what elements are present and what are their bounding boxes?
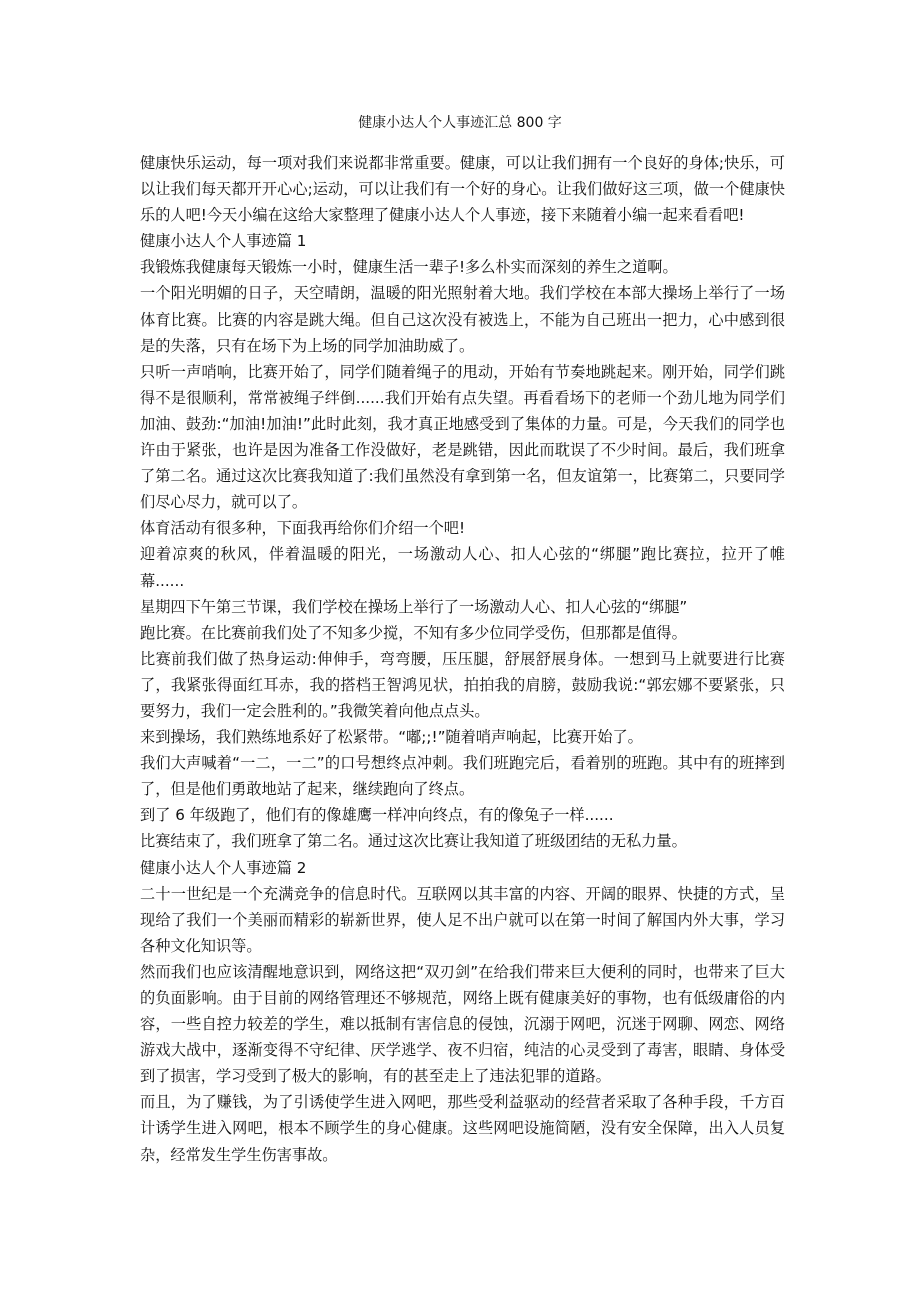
paragraph: 到了 6 年级跑了，他们有的像雄鹰一样冲向终点，有的像兔子一样...... <box>140 806 614 825</box>
paragraph: 跑比赛。在比赛前我们处了不知多少搅，不知有多少位同学受伤，但那都是值得。 <box>140 623 687 642</box>
paragraph: 我们大声喊着“一二，一二”的口号想终点冲刺。我们班跑完后，看着别的班跑。其中有的班摔到了，但是他们勇敢地站了起来，继续跑向了终点。 <box>140 754 785 799</box>
paragraph: 二十一世纪是一个充满竞争的信息时代。互联网以其丰富的内容、开阔的眼界、快捷的方式，呈现给了我们一个美丽而精彩的崭新世界，使人足不出户就可以在第一时间了解国内外大事，学习各种文化知识等。 <box>140 884 785 955</box>
paragraph: 体育活动有很多种，下面我再给你们介绍一个吧! <box>140 519 466 538</box>
paragraph: 来到操场，我们熟练地系好了松紧带。“嘟;;!”随着哨声响起，比赛开始了。 <box>140 728 643 747</box>
paragraph: 而且，为了赚钱，为了引诱使学生进入网吧，那些受利益驱动的经营者采取了各种手段，千方百计诱学生进入网吧，根本不顾学生的身心健康。这些网吧设施简陋，没有安全保障，出入人员复杂，经常发生学生伤害事故。 <box>140 1093 785 1164</box>
paragraph: 只听一声哨响，比赛开始了，同学们随着绳子的甩动，开始有节奏地跳起来。刚开始，同学们跳得不是很顺利，常常被绳子绊倒......我们开始有点失望。再看看场下的老师一个劲儿地为同学们加油、鼓劲:“加油!加油!”此时此刻，我才真正地感受到了集体的力量。可是，今天我们的同学也许由于紧张，也许是因为准备工作没做好，老是跳错，因此而耽误了不少时间。最后，我们班拿了第二名。通过这次比赛我知道了:我们虽然没有拿到第一名，但友谊第一，比赛第二，只要同学们尽心尽力，就可以了。 <box>140 362 785 512</box>
document-body <box>140 150 785 1168</box>
paragraph: 比赛前我们做了热身运动:伸伸手，弯弯腰，压压腿，舒展舒展身体。一想到马上就要进行比赛了，我紧张得面红耳赤，我的搭档王智鸿见状，拍拍我的肩膀，鼓励我说:“郭宏娜不要紧张，只要努力，我们一定会胜利的。”我微笑着向他点点头。 <box>140 649 785 720</box>
section-heading-1: 健康小达人个人事迹篇 1 <box>140 232 307 251</box>
intro-paragraph: 健康快乐运动，每一项对我们来说都非常重要。健康，可以让我们拥有一个良好的身体;快乐，可以让我们每天都开开心心;运动，可以让我们有一个好的身心。让我们做好这三项，做一个健康快乐的人吧!今天小编在这给大家整理了健康小达人个人事迹，接下来随着小编一起来看看吧! <box>140 154 785 225</box>
paragraph: 迎着凉爽的秋风，伴着温暖的阳光，一场激动人心、扣人心弦的“绑腿”跑比赛拉，拉开了帷幕...... <box>140 545 785 590</box>
paragraph: 我锻炼我健康每天锻炼一小时，健康生活一辈子!多么朴实而深刻的养生之道啊。 <box>140 258 678 277</box>
paragraph: 一个阳光明媚的日子，天空晴朗，温暖的阳光照射着大地。我们学校在本部大操场上举行了一场体育比赛。比赛的内容是跳大绳。但自己这次没有被选上，不能为自己班出一把力，心中感到很是的失落，只有在场下为上场的同学加油助威了。 <box>140 284 785 355</box>
document-title: 健康小达人个人事迹汇总 800 字 <box>358 115 562 131</box>
section-heading-2: 健康小达人个人事迹篇 2 <box>140 858 307 877</box>
paragraph: 星期四下午第三节课，我们学校在操场上举行了一场激动人心、扣人心弦的“绑腿” <box>140 597 688 616</box>
paragraph: 比赛结束了，我们班拿了第二名。通过这次比赛让我知道了班级团结的无私力量。 <box>140 832 687 851</box>
paragraph: 然而我们也应该清醒地意识到，网络这把“双刃剑”在给我们带来巨大便利的同时，也带来了巨大的负面影响。由于目前的网络管理还不够规范，网络上既有健康美好的事物，也有低级庸俗的内容，一些自控力较差的学生，难以抵制有害信息的侵蚀，沉溺于网吧，沉迷于网聊、网恋、网络游戏大战中，逐渐变得不守纪律、厌学逃学、夜不归宿，纯洁的心灵受到了毒害，眼睛、身体受到了损害，学习受到了极大的影响，有的甚至走上了违法犯罪的道路。 <box>140 962 785 1086</box>
